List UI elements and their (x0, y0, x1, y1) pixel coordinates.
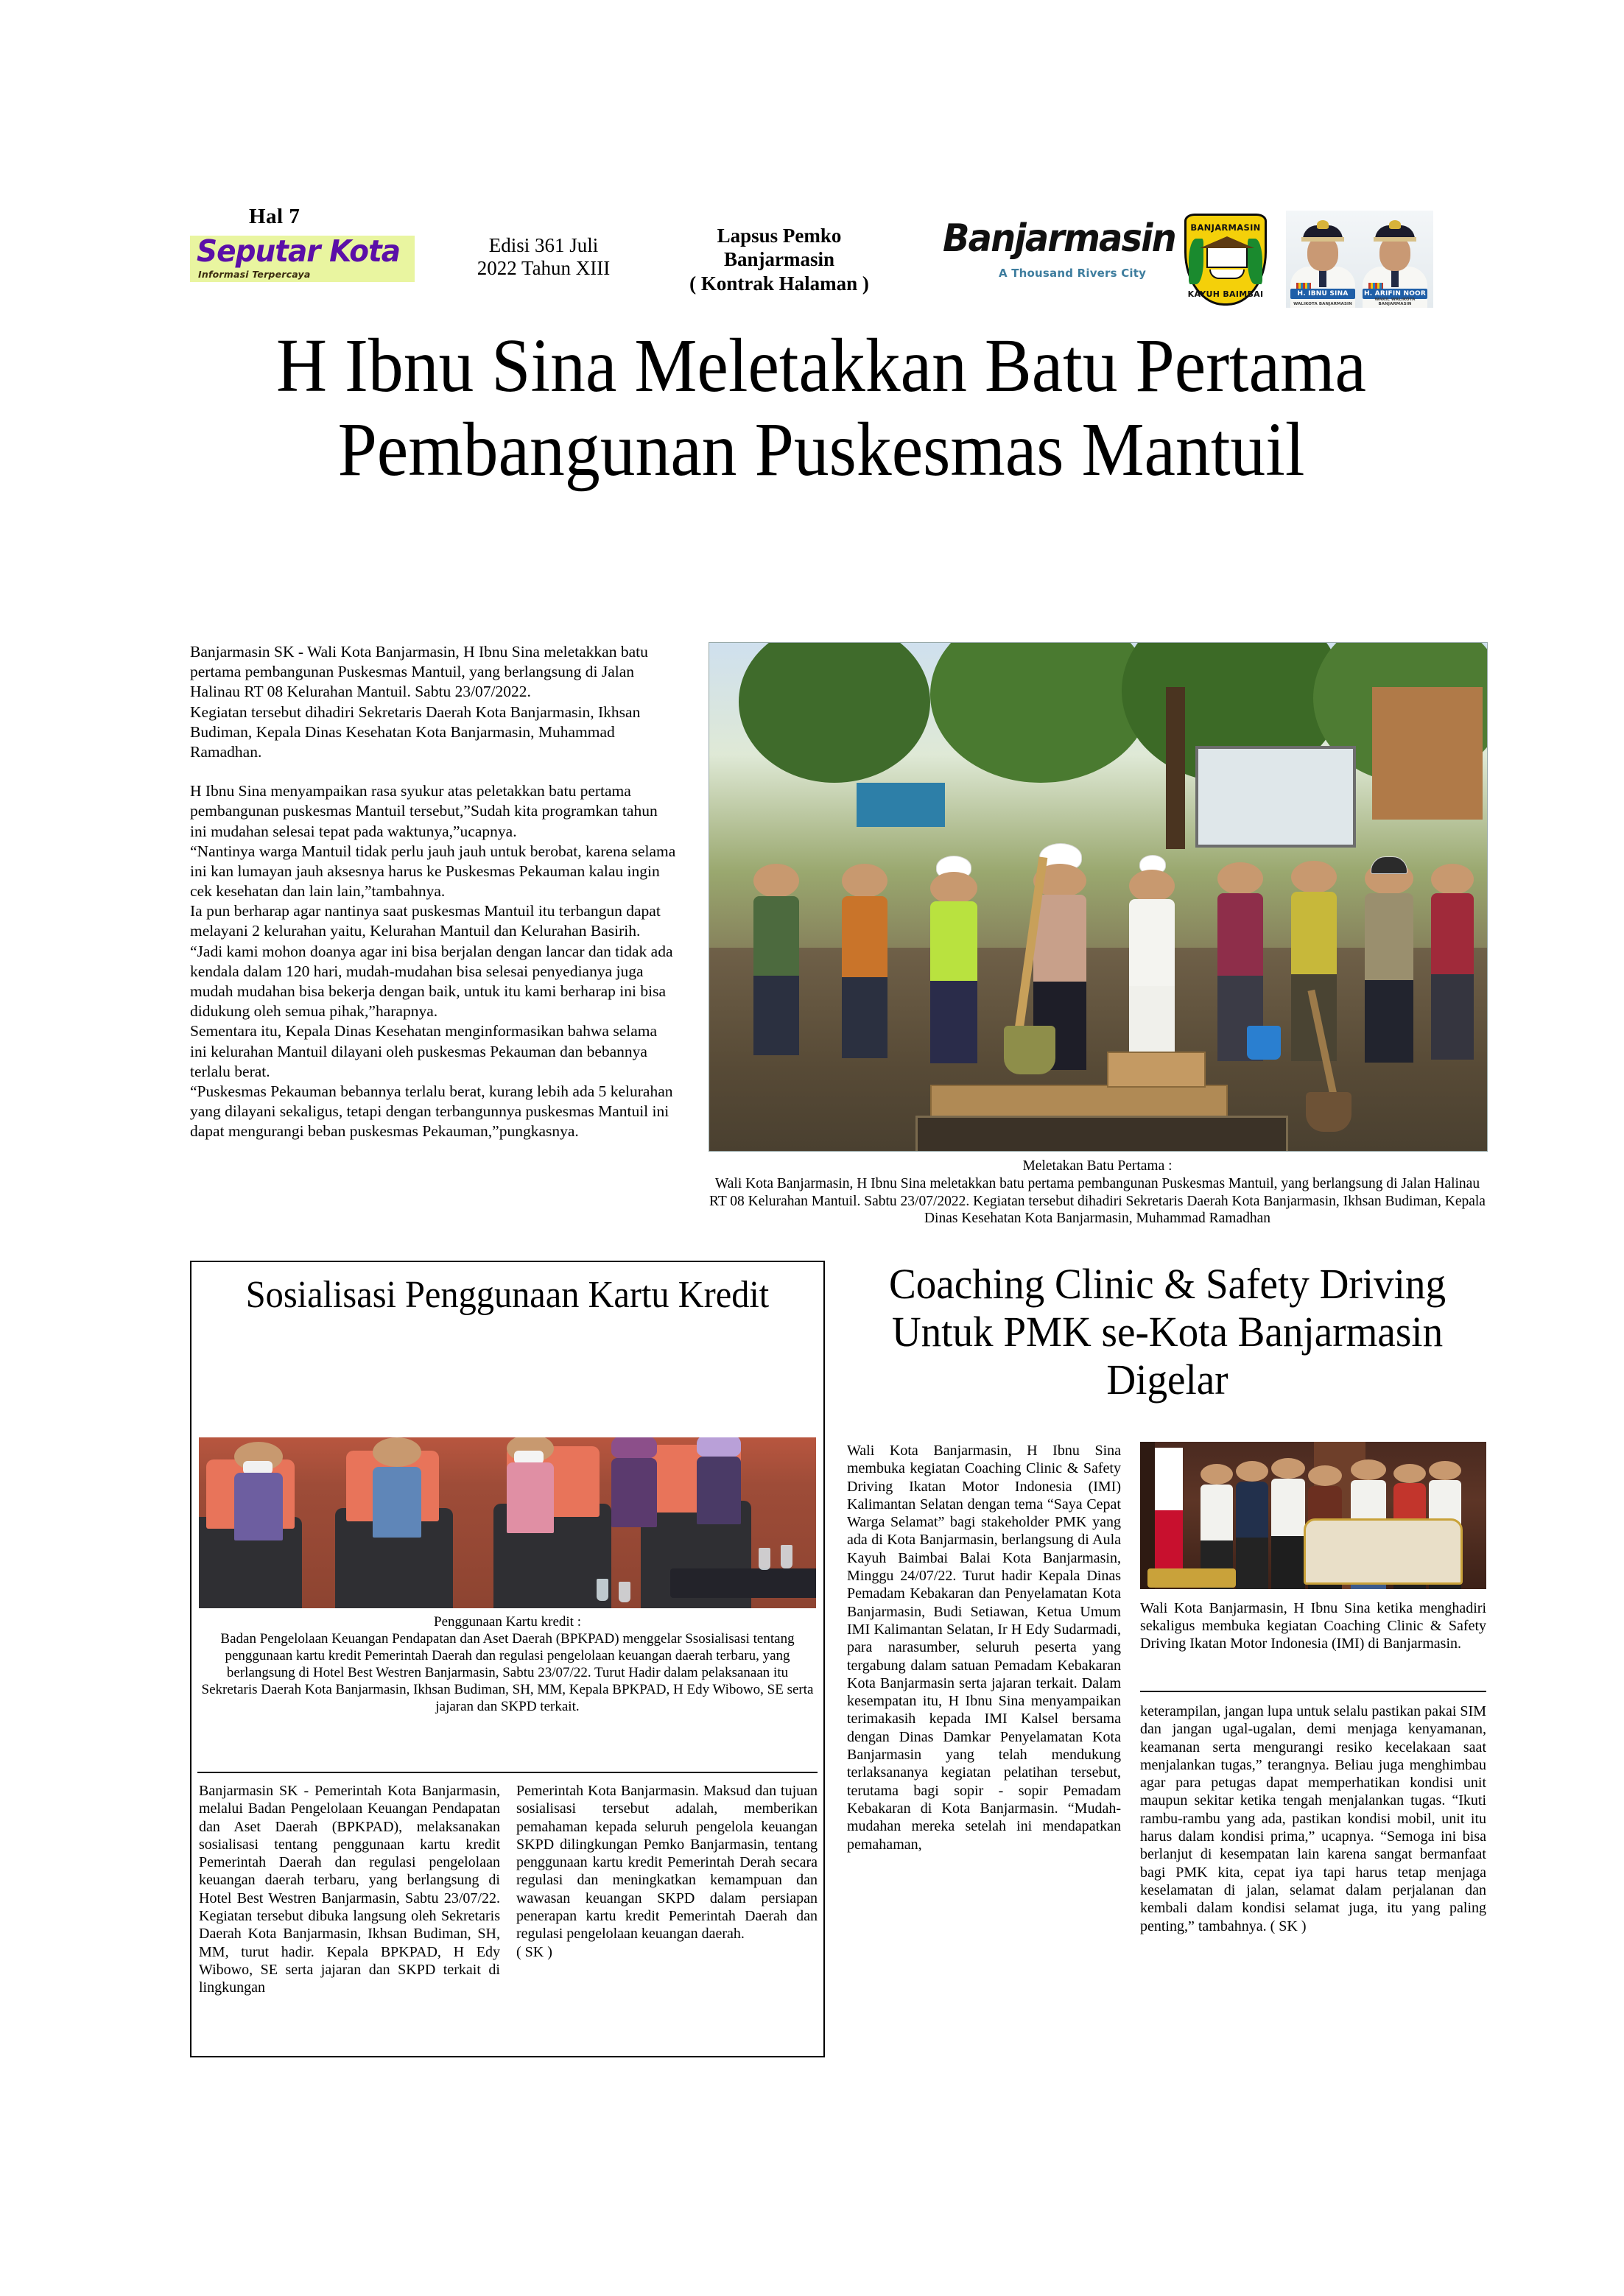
attendee (1291, 861, 1337, 1061)
edition-line-2: 2022 Tahun XIII (477, 257, 611, 280)
brand-name: Seputar Kota (197, 236, 401, 269)
wooden-platform (930, 1085, 1228, 1120)
participant-head (1201, 1464, 1233, 1485)
wall-panel (1140, 1442, 1155, 1589)
seated-attendee (373, 1437, 421, 1567)
attendee-legs (842, 977, 887, 1058)
attendee-head (753, 864, 799, 898)
official-vest (930, 860, 977, 1063)
kk-caption-title: Penggunaan Kartu kredit : (434, 1614, 581, 1630)
navy-shirt (1236, 1482, 1268, 1539)
deputy-role-label: WAKIL WALIKOTA BANJARMASIN (1374, 297, 1416, 306)
standing-participant (1236, 1461, 1268, 1589)
crest-top-text: BANJARMASIN (1190, 222, 1261, 233)
lead-article-photo (709, 642, 1488, 1152)
page-number-label: Hal 7 (249, 205, 300, 228)
participant-head (1351, 1459, 1386, 1480)
lead-paragraph-4: “Nantinya warga Mantuil tidak perlu jauh jauh untuk berobat, karena selama ini kan lumayan jauh aksesnya harus ke Puskesmas Pekauman kalau ingin cek kesehatan dan lain lain,”tambahnya. (190, 842, 676, 901)
deputy-cap-icon (1375, 225, 1415, 242)
brand-logo (190, 236, 415, 282)
kartu-kredit-divider (197, 1772, 818, 1773)
kk-column-left (199, 1782, 500, 1997)
attendee-torso (1291, 892, 1337, 976)
city-crest-icon (1184, 214, 1267, 306)
kartu-kredit-body (199, 1782, 818, 1997)
signboard (1195, 746, 1356, 848)
building-roof (1372, 687, 1483, 820)
officer-legs (1365, 980, 1413, 1063)
city-brand-tagline: A Thousand Rivers City (999, 267, 1147, 280)
lead-paragraph-1: Banjarmasin SK - Wali Kota Banjarmasin, H Ibnu Sina meletakkan batu pertama pembangunan Puskesmas Mantuil, yang berlangsung di Jalan Halinau RT 08 Kelurahan Mantuil. Sabtu 23/07/2022. (190, 643, 648, 701)
attendee (842, 864, 887, 1059)
official-legs (930, 981, 977, 1063)
lead-article-body (190, 642, 676, 1142)
indonesian-flag (1153, 1448, 1183, 1584)
seated-attendee (507, 1437, 554, 1561)
edition-info (433, 234, 654, 281)
seated-attendee (234, 1442, 283, 1567)
official-head (1308, 1465, 1342, 1486)
lead-paragraph-5: Ia pun berharap agar nantinya saat puskesmas Mantuil itu terbangun dapat melayani 2 kelurahan yaitu, Kelurahan Mantuil dan Kelurahan Basirih. (190, 902, 661, 940)
mayor-cap-icon (1303, 225, 1343, 242)
blue-roof (857, 783, 945, 827)
mayor-portrait-primary (1287, 216, 1358, 308)
participant-head (1429, 1461, 1461, 1480)
lead-photo-caption-body: Wali Kota Banjarmasin, H Ibnu Sina meletakkan batu pertama pembangunan Puskesmas Mantuil, yang berlangsung di Jalan Halinau RT 08 Kelurahan Mantuil. Sabtu 23/07/2022. Kegiatan tersebut dihadiri Sekretaris Daerah Kota Banjarmasin, Ikhsan Budiman, Kepala Dinas Kesehatan Kota Banjarmasin, Muhammad Ramadhan (709, 1175, 1486, 1227)
attendee-legs (1431, 974, 1474, 1060)
gold-sofa (1304, 1518, 1463, 1585)
coaching-clinic-column-left (847, 1442, 1121, 1853)
drinking-glass (781, 1545, 792, 1568)
attendee (753, 864, 799, 1055)
drinking-glass (597, 1579, 608, 1601)
white-tshirt (1201, 1485, 1233, 1542)
coaching-clinic-column-right (1140, 1702, 1486, 1935)
coaching-clinic-photo-caption: Wali Kota Banjarmasin, H Ibnu Sina ketika menghadiri sekaligus membuka kegiatan Coaching Clinic & Safety Driving Ikatan Motor Indonesia (IMI) di Banjarmasin. (1140, 1600, 1486, 1652)
mayor-role-label: WALIKOTA BANJARMASIN (1293, 302, 1352, 306)
attendee-torso (1431, 893, 1474, 976)
official-head (930, 872, 977, 904)
attendee-legs (753, 976, 799, 1055)
section-line-1: Lapsus Pemko (717, 225, 842, 247)
coaching-clinic-divider (1140, 1691, 1486, 1692)
kartu-kredit-photo-caption (197, 1614, 818, 1716)
attendee-torso (842, 896, 887, 979)
safety-vest (930, 901, 977, 982)
attendee-torso (697, 1457, 741, 1524)
hijab-head (611, 1437, 657, 1459)
masthead (190, 205, 1435, 311)
kk-col-right-text: Pemerintah Kota Banjarmasin. Maksud dan tujuan sosialisasi tersebut adalah, memberikan pemahaman kepada seluruh pengelola keuangan SKPD dilingkungan Pemko Banjarmasin, tentang penggunaan kartu kredit Pemerintah Derah secara regulasi dan meningkatkan kemampuan dan wawasan keuangan SKPD dalam persiapan penerapan kartu kredit Pemerintah Daerah dan regulasi pengelolaan keuangan daerah. (516, 1783, 818, 1943)
lead-photo-caption (709, 1158, 1486, 1228)
kartu-kredit-article-box (190, 1261, 825, 2057)
crest-boat-icon (1209, 270, 1245, 279)
section-info (661, 224, 897, 295)
drinking-glass (759, 1548, 770, 1570)
gold-table (1147, 1568, 1236, 1588)
cc-col-right-text: keterampilan, jangan lupa untuk selalu pastikan pakai SIM dan jangan ugal-ugalan, demi menjaga kenyamanan, keamanan serta mengurangi resiko kecelakaan saat menjalankan tugas,” terangnya. Beliau juga menghimbau agar para petugas dapat memperhatikan kondisi unit maupun sekitar ketika tengah menjalankan tugas. “Ikuti rambu-rambu yang ada, pastikan kondisi mobil, unit itu harus dalam kondisi prima,” ucapnya. “Semoga ini bisa berlanjut di kesempatan lain karena sangat bermanfaat bagi PMK kita, cepat iya tapi harus tetap menjaga keselamatan di jalan, selamat dalam perjalanan dan kembali dalam kondisi selamat juga, itu yang paling penting,” tambahnya. ( SK ) (1140, 1703, 1486, 1934)
attendee-white-robe (1129, 858, 1175, 1064)
hijab-head (697, 1437, 741, 1458)
kartu-kredit-headline: Sosialisasi Penggunaan Kartu Kredit (245, 1274, 770, 1316)
white-robe (1129, 899, 1175, 987)
lead-paragraph-8: “Puskesmas Pekauman bebannya terlalu berat, kurang lebih ada 5 kelurahan yang dilayani sekaligus, tetapi dengan terbangunnya puskesmas Mantuil ini dapat mengurangi beban puskesmas Pekauman,”pungkasnya. (190, 1082, 673, 1141)
lead-headline: H Ibnu Sina Meletakkan Batu Pertama Pembangunan Puskesmas Mantuil (275, 323, 1366, 493)
second-shovel-blade (1306, 1092, 1351, 1132)
attendee-head (1431, 864, 1474, 895)
mayor-portrait-deputy (1360, 216, 1430, 308)
drinking-glass (619, 1582, 630, 1602)
deputy-name-label: H. ARIFIN NOOR (1363, 290, 1427, 297)
coaching-clinic-photo (1140, 1442, 1486, 1589)
participant-head (1236, 1461, 1268, 1482)
white-tshirt (1271, 1479, 1305, 1538)
attendee-torso (753, 896, 799, 977)
participant-legs (1236, 1538, 1268, 1589)
standing-participant (1271, 1458, 1305, 1589)
cement-form-box (1107, 1052, 1206, 1088)
deputy-cap-band (1374, 237, 1416, 242)
attendee-head (1291, 861, 1337, 893)
seated-attendee (611, 1437, 657, 1557)
coaching-clinic-headline: Coaching Clinic & Safety Driving Untuk PMK se-Kota Banjarmasin Digelar (889, 1260, 1446, 1404)
kk-byline: ( SK ) (516, 1943, 552, 1960)
cc-col-left-text: Wali Kota Banjarmasin, H Ibnu Sina membuka kegiatan Coaching Clinic & Safety Driving Ikatan Motor Indonesia (IMI) Kalimantan Selatan dengan tema “Saya Cepat Warga Selamat” bagi stakeholder PMK yang ada di Kota Banjarmasin, berlangsung di Aula Kayuh Baimbai Balai Kota Banjarmasin, Minggu 24/07/22. Turut hadir Kepala Dinas Pemadam Kebakaran dan Penyelamatan Kota Banjarmasin, Budi Setiawan, Ketua Umum IMI Kalimantan Selatan, Ir H Edy Sudarmadi, para narasumber, seluruh peserta yang tergabung dalam satuan Pemadam Kebakaran Kota Banjarmasin serta jajaran terkait. Dalam kesempatan itu, H Ibnu Sina menyampaikan terimakasih kepada IMI Kalsel bersama dengan Dinas Damkar Penyelamatan Kota Banjarmasin yang telah mendukung terlaksananya kegiatan pelatihan tersebut, terutama bagi sopir - sopir Pemadam Kebakaran di Kota Banjarmasin. “Mudah-mudahan mereka setelah ini mendapatkan pemahaman, (847, 1443, 1121, 1853)
section-line-2: Banjarmasin (723, 248, 835, 271)
batik-shirt (234, 1473, 283, 1540)
crest-house-icon (1206, 246, 1248, 268)
kartu-kredit-photo (199, 1437, 816, 1608)
city-brand-wordmark: Banjarmasin (943, 216, 1175, 261)
lead-paragraph-6: “Jadi kami mohon doanya agar ini bisa berjalan dengan lancar dan tidak ada kendala dalam 120 hari, mudah-mudahan bisa selesai penyedianya juga mudah mudahan bisa bekerja dengan baik, untuk itu kami berharap ini bisa didukung oleh semua pihak,”harapnya. (190, 942, 673, 1021)
kk-col-left-text: Banjarmasin SK - Pemerintah Kota Banjarmasin, melalui Badan Pengelolaan Keuangan Pendapatan dan Aset Daerah (BPKPAD), melaksanakan sosialisasi tentang penggunaan kartu kredit Pemerintah Daerah dan regulasi pengelolaan keuangan daerah terbaru, yang berlangsung di Hotel Best Westren Banjarmasin, Sabtu 23/07/22. Kegiatan tersebut dibuka langsung oleh Sekretaris Daerah Kota Banjarmasin, Ikhsan Budiman, SH, MM, turut hadir. Kepala BPKPAD, H Edy Wibowo, SE serta jajaran dan SKPD terkait di lingkungan (199, 1783, 500, 1996)
pink-shirt (507, 1462, 554, 1533)
attendee-head (373, 1437, 421, 1467)
participant-head (1271, 1458, 1305, 1479)
attendee-head (1129, 870, 1175, 902)
seated-attendee (697, 1437, 741, 1554)
city-brand-logo (943, 216, 1175, 298)
lead-photo-caption-title: Meletakan Batu Pertama : (1022, 1158, 1173, 1174)
blue-bucket (1247, 1026, 1281, 1060)
lead-paragraph-3: H Ibnu Sina menyampaikan rasa syukur atas peletakkan batu pertama pembangunan puskesmas Mantuil tersebut,”Sudah kita programkan tahun ini mudahan selesai tepat pada waktunya,”ucapnya. (190, 782, 658, 840)
mayors-portrait (1286, 211, 1433, 308)
kk-caption-body: Badan Pengelolaan Keuangan Pendapatan dan Aset Daerah (BPKPAD) menggelar Ssosialisasi tentang penggunaan kartu kredit Pemerintah Daerah dan regulasi pengelolaan keuangan daerah terbaru, yang berlangsung di Hotel Best Westren Banjarmasin, Sabtu 23/07/22. Turut Hadir dalam pelaksanaan itu Sekretaris Daerah Kota Banjarmasin, Ikhsan Budiman, SH, MM, Kepala BPKPAD, H Edy Wibowo, SE serta jajaran dan SKPD terkait. (201, 1630, 814, 1714)
participant-legs (1271, 1536, 1305, 1589)
tree-trunk (1166, 687, 1185, 849)
attendee-torso (1217, 893, 1263, 977)
police-uniform (1365, 893, 1413, 982)
foundation-pit (915, 1116, 1288, 1152)
attendee-head (842, 864, 887, 898)
mayor-batik-shirt (1033, 895, 1086, 983)
attendee-torso (611, 1458, 657, 1527)
mayor-name-label: H. IBNU SINA (1290, 289, 1355, 299)
kk-column-right (516, 1782, 818, 1997)
mayor-cap-band (1301, 237, 1344, 242)
police-cap-icon (1371, 856, 1407, 874)
police-officer (1365, 858, 1413, 1063)
blue-batik-shirt (373, 1467, 421, 1538)
brand-tagline: Informasi Terpercaya (198, 269, 311, 280)
lead-paragraph-7: Sementara itu, Kepala Dinas Kesehatan menginformasikan bahwa selama ini kelurahan Mantuil dilayani oleh puskesmas Pekauman dan bebannya terlalu berat. (190, 1022, 658, 1080)
attendee-head (1217, 862, 1263, 895)
attendee (1431, 864, 1474, 1060)
glass-table (670, 1568, 816, 1598)
shovel-blade (1004, 1026, 1055, 1074)
section-line-3: ( Kontrak Halaman ) (689, 272, 869, 295)
participant-head (1393, 1464, 1426, 1483)
lead-paragraph-2: Kegiatan tersebut dihadiri Sekretaris Daerah Kota Banjarmasin, Ikhsan Budiman, Kepala Dinas Kesehatan Kota Banjarmasin, Muhammad Ramadhan. (190, 702, 641, 761)
crest-bottom-text: KAYUH BAIMBAI (1187, 289, 1264, 299)
edition-line-1: Edisi 361 Juli (488, 234, 599, 256)
